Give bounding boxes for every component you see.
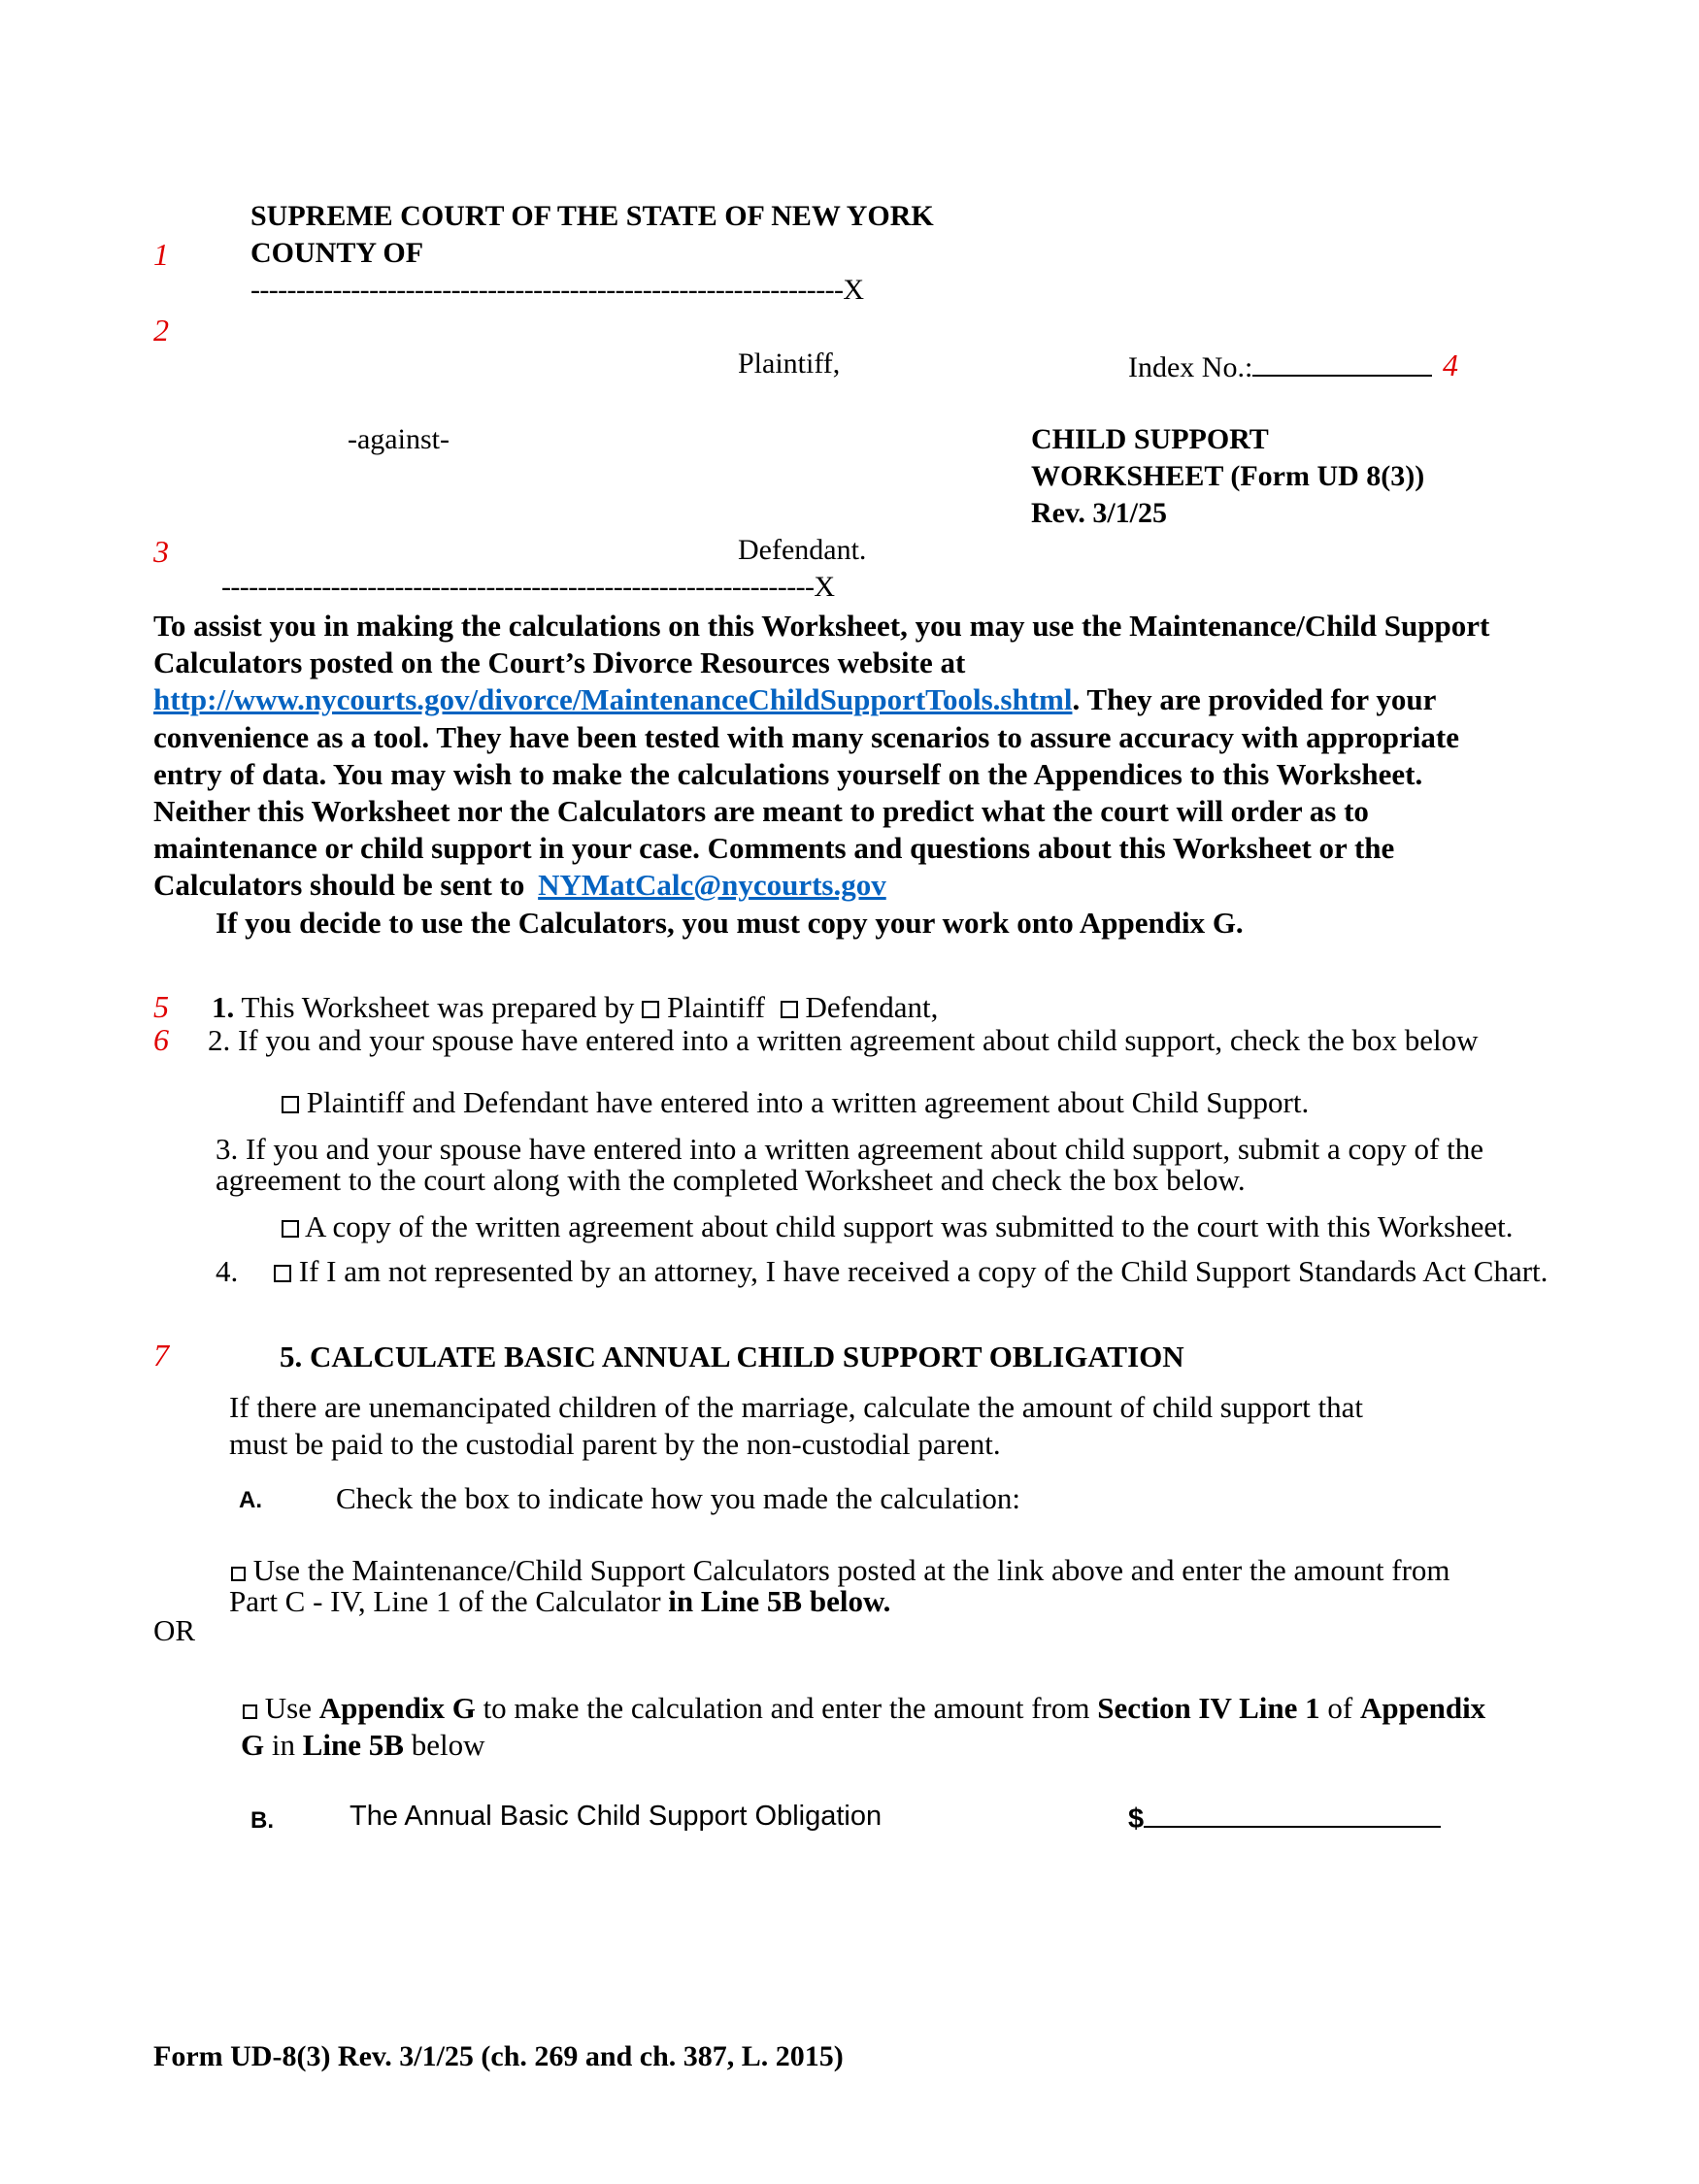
calculator-option-line2: Part C - IV, Line 1 of the Calculator in Line 5B below.	[229, 1584, 891, 1618]
plaintiff-label: Plaintiff,	[738, 347, 841, 380]
field-marker-1: 1	[153, 237, 169, 272]
appendix-option-line1: Use Appendix G to make the calculation and enter the amount from Section IV Line 1 of Appendix	[243, 1691, 1485, 1726]
agreement-check-label: Plaintiff and Defendant have entered into a written agreement about Child Support.	[299, 1085, 1310, 1119]
dollar-sign: $	[1128, 1803, 1145, 1835]
cssa-chart-row	[274, 1254, 1548, 1289]
intro-line: Neither this Worksheet nor the Calculators are meant to predict what the court will order as to	[153, 794, 1369, 829]
intro-line: http://www.nycourts.gov/divorce/MaintenanceChildSupportTools.shtml. They are provided for your	[153, 682, 1437, 717]
calculator-option-checkbox[interactable]	[231, 1567, 246, 1581]
intro-line: convenience as a tool. They have been tested with many scenarios to assure accuracy with appropriate	[153, 719, 1459, 754]
or-label: OR	[153, 1613, 196, 1647]
intro-note: If you decide to use the Calculators, you must copy your work onto Appendix G.	[216, 905, 1244, 940]
field-marker-5: 5	[153, 989, 169, 1024]
obligation-amount-field[interactable]	[1128, 1801, 1441, 1836]
email-link[interactable]: NYMatCalc@nycourts.gov	[538, 868, 886, 903]
intro-line: maintenance or child support in your case. Comments and questions about this Worksheet or the	[153, 831, 1395, 866]
field-marker-2: 2	[153, 313, 169, 347]
part-a-instruction: Check the box to indicate how you made the calculation:	[336, 1481, 1021, 1515]
index-number-label: Index No.:	[1128, 351, 1253, 383]
item-submit-copy-line1: 3. If you and your spouse have entered into a written agreement about child support, submit a copy of the	[216, 1132, 1483, 1166]
defendant-label: Defendant.	[738, 534, 867, 566]
section5-desc-line1: If there are unemancipated children of the marriage, calculate the amount of child support that	[229, 1390, 1364, 1424]
form-title-line2: WORKSHEET (Form UD 8(3))	[1031, 460, 1425, 492]
agreement-check-row	[282, 1085, 1309, 1120]
part-b-text: The Annual Basic Child Support Obligation	[350, 1801, 883, 1832]
obligation-amount-blank[interactable]	[1144, 1801, 1441, 1828]
copy-submitted-checkbox[interactable]	[282, 1220, 299, 1238]
appendix-option-checkbox[interactable]	[243, 1704, 257, 1719]
plaintiff-option-label: Plaintiff	[659, 990, 773, 1024]
section5-heading: 5. CALCULATE BASIC ANNUAL CHILD SUPPORT OBLIGATION	[280, 1340, 1184, 1373]
field-marker-4: 4	[1443, 347, 1458, 382]
field-marker-3: 3	[153, 534, 169, 569]
item-submit-copy-line2: agreement to the court along with the completed Worksheet and check the box below.	[216, 1163, 1246, 1197]
agreement-checkbox[interactable]	[282, 1096, 299, 1113]
intro-line: Calculators posted on the Court’s Divorce Resources website at	[153, 645, 966, 680]
plaintiff-checkbox[interactable]	[642, 1001, 659, 1018]
intro-line: entry of data. You may wish to make the calculations yourself on the Appendices to this Worksheet.	[153, 756, 1423, 791]
cssa-chart-label: If I am not represented by an attorney, I have received a copy of the Child Support Standards Act Chart.	[291, 1254, 1549, 1288]
county-label: COUNTY OF	[250, 237, 424, 269]
caption-divider-top: -----------------------------------------------------------------X	[250, 274, 864, 306]
index-number-field[interactable]	[1128, 347, 1432, 384]
calculator-link[interactable]: http://www.nycourts.gov/divorce/MaintenanceChildSupportTools.shtml	[153, 682, 1073, 717]
field-marker-7: 7	[153, 1338, 169, 1373]
court-name: SUPREME COURT OF THE STATE OF NEW YORK	[250, 200, 934, 232]
intro-line: Calculators should be sent to NYMatCalc@nycourts.gov	[153, 868, 886, 903]
form-title-line1: CHILD SUPPORT	[1031, 423, 1269, 455]
cssa-chart-checkbox[interactable]	[274, 1265, 291, 1282]
intro-line: To assist you in making the calculations on this Worksheet, you may use the Maintenance/Child Support	[153, 609, 1490, 643]
caption-divider-bottom: -----------------------------------------------------------------X	[221, 571, 835, 603]
index-number-blank[interactable]	[1252, 347, 1432, 377]
calculator-option-line1: Use the Maintenance/Child Support Calculators posted at the link above and enter the amount from	[231, 1553, 1450, 1588]
defendant-option-label: Defendant,	[797, 990, 939, 1024]
item-cssa-number: 4.	[216, 1254, 239, 1288]
field-marker-6: 6	[153, 1022, 169, 1057]
copy-submitted-label: A copy of the written agreement about child support was submitted to the court with this Worksheet.	[299, 1209, 1514, 1243]
form-footer: Form UD-8(3) Rev. 3/1/25 (ch. 269 and ch. 387, L. 2015)	[153, 2040, 844, 2072]
defendant-checkbox[interactable]	[781, 1001, 798, 1018]
appendix-option-line2: G in Line 5B below	[241, 1728, 485, 1762]
intro-paragraph	[153, 608, 1489, 942]
copy-submitted-row	[282, 1209, 1513, 1244]
form-title-line3: Rev. 3/1/25	[1031, 497, 1167, 529]
item-agreement-question: 2. If you and your spouse have entered into a written agreement about child support, check the box below	[208, 1023, 1479, 1057]
part-b-label: B.	[250, 1807, 274, 1834]
against-label: -against-	[348, 423, 450, 455]
part-a-label: A.	[239, 1487, 262, 1513]
item-prepared-by: 1. This Worksheet was prepared by Plaintiff Defendant,	[212, 990, 939, 1024]
section5-desc-line2: must be paid to the custodial parent by the non-custodial parent.	[229, 1427, 1001, 1461]
